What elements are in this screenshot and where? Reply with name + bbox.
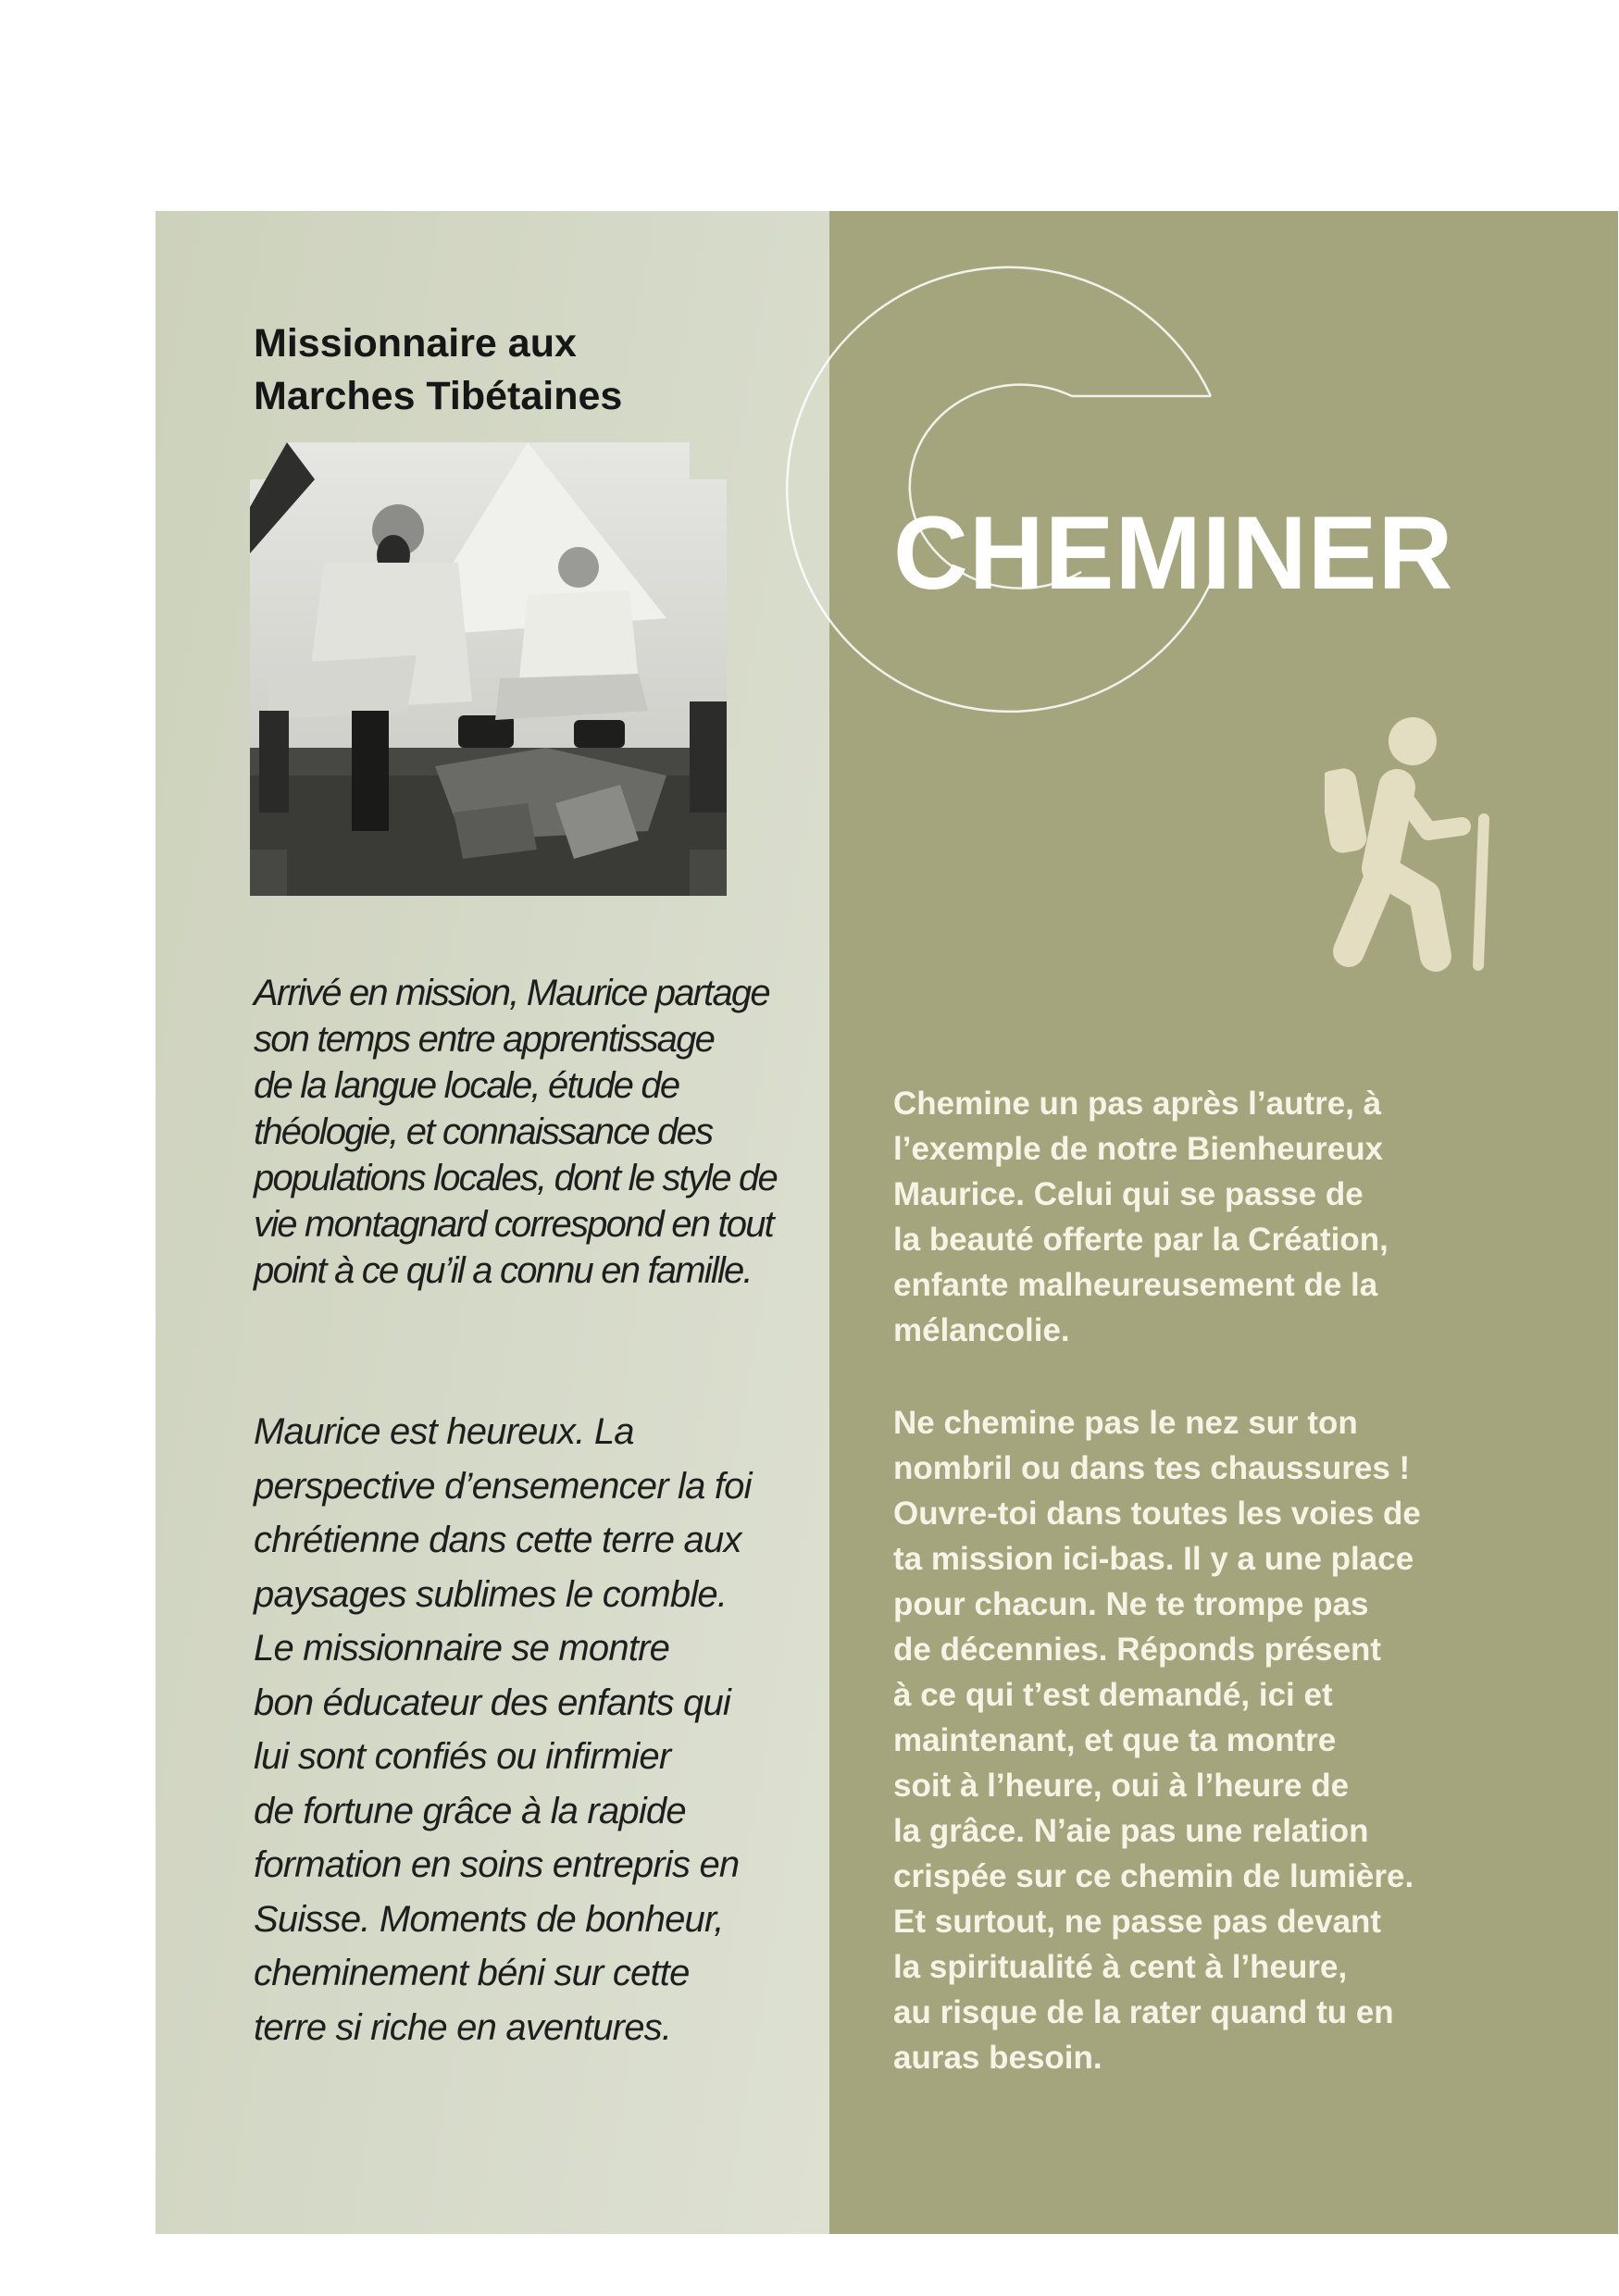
text-line: Maurice. Celui qui se passe de — [893, 1176, 1364, 1212]
text-line: mélancolie. — [893, 1312, 1070, 1348]
text-line: paysages sublimes le comble. — [254, 1573, 728, 1615]
text-line: point à ce qu’il a connu en famille. — [254, 1250, 752, 1291]
text-line: nombril ou dans tes chaussures ! — [893, 1450, 1411, 1486]
section-title-line: Missionnaire aux — [254, 321, 577, 366]
text-line: maintenant, et que ta montre — [893, 1722, 1337, 1758]
text-line: chrétienne dans cette terre aux — [254, 1520, 741, 1560]
left-paragraph-2 — [254, 1405, 772, 2054]
text-line: formation en soins entrepris en — [254, 1844, 740, 1885]
left-paragraph-1 — [254, 970, 777, 1294]
text-line: de fortune grâce à la rapide — [254, 1790, 686, 1831]
text-line: bon éducateur des enfants qui — [254, 1682, 730, 1723]
page-panel — [156, 211, 1618, 2234]
text-line: ta mission ici-bas. Il y a une place — [893, 1541, 1414, 1577]
text-line: de la langue locale, étude de — [254, 1065, 679, 1106]
text-line: populations locales, dont le style de — [254, 1158, 777, 1198]
text-line: lui sont confiés ou infirmier — [254, 1736, 671, 1777]
archival-photo — [250, 442, 727, 896]
text-line: la beauté offerte par la Création, — [893, 1222, 1389, 1258]
text-line: enfante malheureusement de la — [893, 1267, 1378, 1303]
text-line: l’exemple de notre Bienheureux — [893, 1131, 1384, 1167]
text-line: de décennies. Réponds présent — [893, 1632, 1382, 1668]
text-line: pour chacun. Ne te trompe pas — [893, 1586, 1369, 1622]
text-line: vie montagnard correspond en tout — [254, 1204, 773, 1245]
right-paragraph-1 — [893, 1081, 1578, 1353]
text-line: Maurice est heureux. La — [254, 1411, 634, 1452]
text-line: la grâce. N’aie pas une relation — [893, 1813, 1369, 1849]
text-line: son temps entre apprentissage — [254, 1019, 715, 1060]
text-line: Et surtout, ne passe pas devant — [893, 1904, 1382, 1940]
text-line: théologie, et connaissance des — [254, 1111, 713, 1152]
text-line: auras besoin. — [893, 2040, 1102, 2076]
text-line: soit à l’heure, oui à l’heure de — [893, 1768, 1350, 1804]
section-title — [254, 317, 622, 423]
text-line: terre si riche en aventures. — [254, 2006, 672, 2048]
text-line: au risque de la rater quand tu en — [893, 1994, 1394, 2030]
text-line: cheminement béni sur cette — [254, 1953, 690, 1993]
text-line: Ouvre-toi dans toutes les voies de — [893, 1496, 1421, 1532]
text-line: Chemine un pas après l’autre, à — [893, 1086, 1382, 1122]
text-line: la spiritualité à cent à l’heure, — [893, 1949, 1348, 1985]
text-line: perspective d’ensemencer la foi — [254, 1465, 752, 1507]
section-title-line: Marches Tibétaines — [254, 374, 623, 418]
headline: CHEMINER — [893, 495, 1454, 611]
text-line: Ne chemine pas le nez sur ton — [893, 1405, 1358, 1441]
text-line: à ce qui t’est demandé, ici et — [893, 1677, 1333, 1713]
text-line: Arrivé en mission, Maurice partage — [254, 973, 769, 1013]
text-line: Le missionnaire se montre — [254, 1628, 670, 1669]
decorative-letter-c — [674, 211, 1248, 729]
text-line: crispée sur ce chemin de lumière. — [893, 1858, 1414, 1894]
hiker-icon — [1325, 715, 1506, 974]
right-paragraph-2 — [893, 1400, 1578, 2080]
text-line: Suisse. Moments de bonheur, — [254, 1898, 724, 1940]
